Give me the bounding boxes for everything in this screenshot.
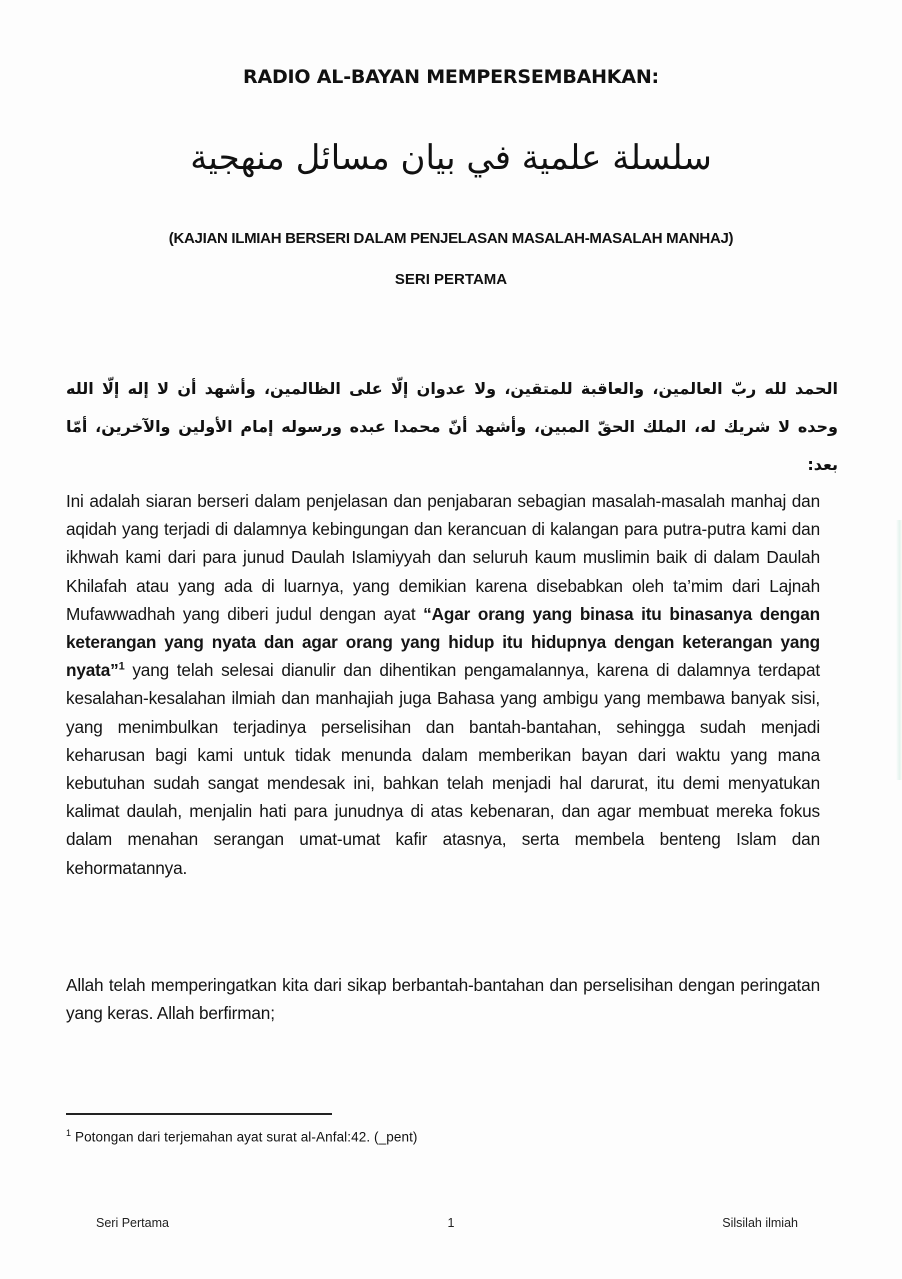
series-label: SERI PERTAMA [394,271,508,288]
document-title: RADIO AL-BAYAN MEMPERSEMBAHKAN: [243,66,659,88]
paragraph-1-part-2: yang telah selesai dianulir dan dihentikan pengamalannya, karena di dalamnya terdapat kesalahan-kesalahan ilmiah dan manhajiah juga Bahasa yang ambigu yang membawa banyak sisi, yang menimbulkan terjadinya perselisihan dan bantah-bantahan, sehingga sudah menjadi keharusan bagi kami untuk tidak menunda dalam memberikan bayan dari waktu yang mana kebutuhan sudah sangat mendesak ini, bahkan telah menjadi hal darurat, itu demi menyatukan kalimat daulah, menjalin hati para junudnya di atas kebenaran, dan agar membuat mereka fokus dalam menahan serangan umat-umat kafir atasnya, serta membela benteng Islam dan kehormatannya. [66,660,820,878]
footnote-text: Potongan dari terjemahan ayat surat al-Anfal:42. (_pent) [71,1129,418,1145]
quoted-verse: “Agar orang yang binasa itu binasanya dengan keterangan yang nyata dan agar orang yang hidup itu hidupnya dengan keterangan yang nyata” [66,603,820,681]
paragraph-1 [66,487,820,882]
paragraph-2: Allah telah memperingatkan kita dari sikap berbantah-bantahan dan perselisihan dengan peringatan yang keras. Allah berfirman; [66,975,820,1024]
footnote-number: 1 [66,1128,72,1138]
footnote [66,1128,418,1145]
paragraph-1-part-1: Ini adalah siaran berseri dalam penjelasan dan penjabaran sebagian masalah-masalah manhaj dan aqidah yang terjadi di dalamnya kebingungan dan kerancuan di kalangan para putra-putra kami dan ikhwah kami dari para junud Daulah Islamiyyah dan seluruh kaum muslimin baik di dalam Daulah Khilafah atau yang ada di luarnya, yang demikian karena disebabkan oleh ta’mim dari Lajnah Mufawwadhah yang diberi judul dengan ayat [66,491,820,624]
footnote-separator [66,1113,332,1115]
arabic-series-title: سلسلة علمية في بيان مسائل منهجية [190,138,712,178]
footer-series-title: Silsilah ilmiah [722,1216,798,1230]
page-edge-shadow [896,520,902,780]
footer-series-name: Seri Pertama [96,1216,169,1230]
document-subtitle: (KAJIAN ILMIAH BERSERI DALAM PENJELASAN MASALAH-MASALAH MANHAJ) [168,230,734,247]
arabic-opening-paragraph: الحمد لله ربّ العالمين، والعاقبة للمتقين، ولا عدوان إلّا على الظالمين، وأشهد أن لا إله إلّا الله وحده لا شريك له، الملك الحقّ المبين، وأشهد أنّ محمدا عبده ورسوله إمام الأولين والآخرين، أمّا بعد: [66,379,838,474]
footnote-reference[interactable]: 1 [118,660,125,673]
footer-page-number: 1 [447,1216,455,1230]
